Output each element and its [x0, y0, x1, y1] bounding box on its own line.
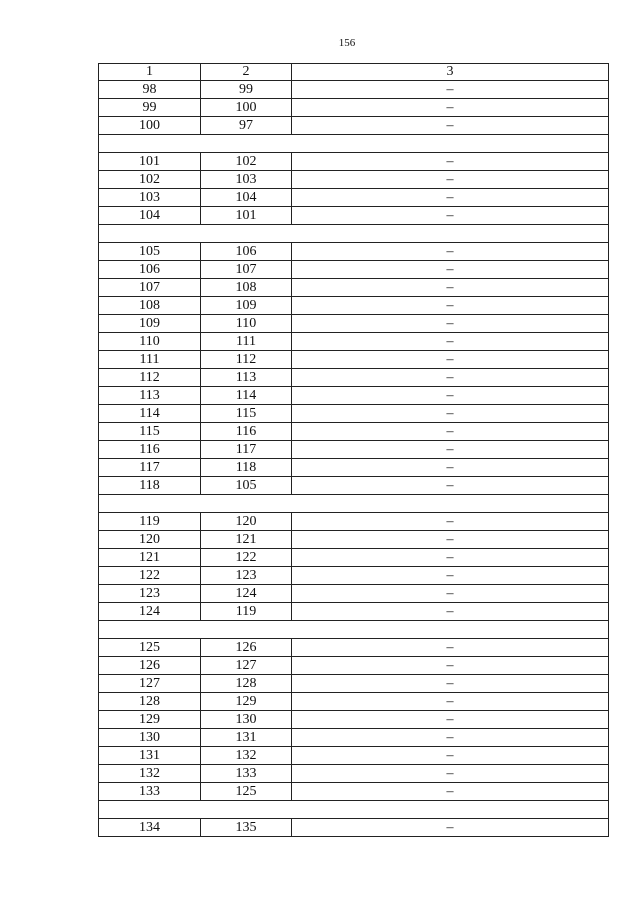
table-cell-col-2: 102: [201, 153, 292, 171]
table-cell-col-1: 130: [99, 729, 201, 747]
group-separator-row: [99, 135, 609, 153]
table-row: [99, 279, 609, 297]
table-cell-col-3: –: [292, 333, 609, 351]
group-separator-row: [99, 495, 609, 513]
table-row: [99, 459, 609, 477]
group-separator-cell: [99, 801, 609, 819]
table-cell-col-3: –: [292, 81, 609, 99]
table-cell-col-2: 106: [201, 243, 292, 261]
group-separator-row: [99, 225, 609, 243]
table-cell-col-3: –: [292, 189, 609, 207]
table-cell-col-1: 110: [99, 333, 201, 351]
table-cell-col-1: 104: [99, 207, 201, 225]
table-cell-col-3: –: [292, 369, 609, 387]
table-row: [99, 99, 609, 117]
table-cell-col-3: –: [292, 387, 609, 405]
table-cell-col-1: 131: [99, 747, 201, 765]
table-cell-col-1: 133: [99, 783, 201, 801]
table-cell-col-3: –: [292, 675, 609, 693]
table-row: [99, 387, 609, 405]
table-row: [99, 81, 609, 99]
table-cell-col-2: 126: [201, 639, 292, 657]
table-header-row: [99, 64, 609, 81]
table-cell-col-1: 120: [99, 531, 201, 549]
table-cell-col-2: 125: [201, 783, 292, 801]
group-separator-row: [99, 801, 609, 819]
table-cell-col-2: 99: [201, 81, 292, 99]
table-cell-col-1: 105: [99, 243, 201, 261]
table-cell-col-1: 102: [99, 171, 201, 189]
table-cell-col-3: –: [292, 351, 609, 369]
group-separator-cell: [99, 225, 609, 243]
table-cell-col-3: –: [292, 441, 609, 459]
table-cell-col-1: 101: [99, 153, 201, 171]
table-cell-col-2: 122: [201, 549, 292, 567]
table-row: [99, 369, 609, 387]
table-cell-col-1: 132: [99, 765, 201, 783]
table-cell-col-2: 108: [201, 279, 292, 297]
table-row: [99, 171, 609, 189]
table-body: [99, 64, 609, 837]
table-cell-col-3: –: [292, 567, 609, 585]
column-header-2: 2: [201, 64, 292, 81]
table-cell-col-1: 129: [99, 711, 201, 729]
table-cell-col-3: –: [292, 531, 609, 549]
table-cell-col-1: 128: [99, 693, 201, 711]
table-cell-col-2: 104: [201, 189, 292, 207]
table-cell-col-2: 119: [201, 603, 292, 621]
table-cell-col-3: –: [292, 99, 609, 117]
table-cell-col-1: 114: [99, 405, 201, 423]
group-separator-cell: [99, 495, 609, 513]
data-table: [98, 63, 609, 837]
table-cell-col-2: 111: [201, 333, 292, 351]
column-header-3: 3: [292, 64, 609, 81]
table-cell-col-3: –: [292, 261, 609, 279]
table-cell-col-2: 103: [201, 171, 292, 189]
table-cell-col-1: 99: [99, 99, 201, 117]
table-cell-col-2: 109: [201, 297, 292, 315]
table-cell-col-2: 121: [201, 531, 292, 549]
table-cell-col-1: 108: [99, 297, 201, 315]
table-row: [99, 711, 609, 729]
table-row: [99, 513, 609, 531]
table-cell-col-3: –: [292, 549, 609, 567]
table-cell-col-1: 127: [99, 675, 201, 693]
table-cell-col-1: 126: [99, 657, 201, 675]
table-cell-col-3: –: [292, 639, 609, 657]
table-cell-col-2: 117: [201, 441, 292, 459]
table-row: [99, 441, 609, 459]
table-cell-col-1: 98: [99, 81, 201, 99]
table-cell-col-1: 117: [99, 459, 201, 477]
table-cell-col-2: 101: [201, 207, 292, 225]
table-cell-col-2: 133: [201, 765, 292, 783]
table-cell-col-2: 115: [201, 405, 292, 423]
table-row: [99, 261, 609, 279]
table-row: [99, 603, 609, 621]
table-cell-col-3: –: [292, 243, 609, 261]
table-row: [99, 729, 609, 747]
table-cell-col-1: 103: [99, 189, 201, 207]
table-cell-col-2: 127: [201, 657, 292, 675]
table-row: [99, 675, 609, 693]
table-cell-col-2: 97: [201, 117, 292, 135]
table-row: [99, 477, 609, 495]
table-row: [99, 765, 609, 783]
table-cell-col-1: 107: [99, 279, 201, 297]
table-cell-col-3: –: [292, 279, 609, 297]
table-row: [99, 405, 609, 423]
table-cell-col-3: –: [292, 513, 609, 531]
group-separator-cell: [99, 135, 609, 153]
table-row: [99, 657, 609, 675]
table-cell-col-3: –: [292, 693, 609, 711]
table-cell-col-1: 119: [99, 513, 201, 531]
table-cell-col-2: 112: [201, 351, 292, 369]
table-row: [99, 189, 609, 207]
table-cell-col-3: –: [292, 117, 609, 135]
table-cell-col-2: 100: [201, 99, 292, 117]
table-row: [99, 351, 609, 369]
table-cell-col-2: 116: [201, 423, 292, 441]
table-row: [99, 693, 609, 711]
table-cell-col-3: –: [292, 765, 609, 783]
group-separator-row: [99, 621, 609, 639]
table-cell-col-3: –: [292, 711, 609, 729]
table-cell-col-2: 132: [201, 747, 292, 765]
table-row: [99, 567, 609, 585]
table-cell-col-1: 113: [99, 387, 201, 405]
table-cell-col-1: 112: [99, 369, 201, 387]
table-row: [99, 549, 609, 567]
table-cell-col-3: –: [292, 477, 609, 495]
table-cell-col-2: 130: [201, 711, 292, 729]
table-row: [99, 315, 609, 333]
table-cell-col-3: –: [292, 459, 609, 477]
table-cell-col-2: 107: [201, 261, 292, 279]
table-cell-col-3: –: [292, 729, 609, 747]
table-row: [99, 585, 609, 603]
table-row: [99, 783, 609, 801]
table-cell-col-2: 124: [201, 585, 292, 603]
table-cell-col-2: 120: [201, 513, 292, 531]
table-row: [99, 531, 609, 549]
table-cell-col-1: 115: [99, 423, 201, 441]
table-cell-col-1: 109: [99, 315, 201, 333]
table-cell-col-3: –: [292, 603, 609, 621]
table-cell-col-1: 123: [99, 585, 201, 603]
table-cell-col-3: –: [292, 153, 609, 171]
table-row: [99, 297, 609, 315]
table-cell-col-2: 118: [201, 459, 292, 477]
table-row: [99, 819, 609, 837]
table-cell-col-2: 105: [201, 477, 292, 495]
table-cell-col-1: 124: [99, 603, 201, 621]
table-cell-col-3: –: [292, 657, 609, 675]
table-cell-col-3: –: [292, 819, 609, 837]
table-cell-col-2: 123: [201, 567, 292, 585]
table-cell-col-2: 131: [201, 729, 292, 747]
table-cell-col-3: –: [292, 405, 609, 423]
table-cell-col-1: 111: [99, 351, 201, 369]
table-cell-col-2: 129: [201, 693, 292, 711]
table-row: [99, 117, 609, 135]
table-row: [99, 423, 609, 441]
table-cell-col-3: –: [292, 315, 609, 333]
table-cell-col-1: 134: [99, 819, 201, 837]
table-row: [99, 207, 609, 225]
table-row: [99, 153, 609, 171]
column-header-1: 1: [99, 64, 201, 81]
table-row: [99, 639, 609, 657]
table-cell-col-2: 113: [201, 369, 292, 387]
table-cell-col-1: 106: [99, 261, 201, 279]
table-cell-col-3: –: [292, 585, 609, 603]
table-cell-col-2: 135: [201, 819, 292, 837]
table-cell-col-2: 110: [201, 315, 292, 333]
table-row: [99, 243, 609, 261]
table-cell-col-3: –: [292, 747, 609, 765]
page-number: 156: [338, 37, 356, 49]
table-cell-col-1: 100: [99, 117, 201, 135]
table-cell-col-1: 118: [99, 477, 201, 495]
table-cell-col-3: –: [292, 297, 609, 315]
table-cell-col-3: –: [292, 783, 609, 801]
table-row: [99, 333, 609, 351]
table-cell-col-3: –: [292, 207, 609, 225]
table-cell-col-3: –: [292, 171, 609, 189]
table-cell-col-1: 121: [99, 549, 201, 567]
table-row: [99, 747, 609, 765]
table-cell-col-1: 125: [99, 639, 201, 657]
table-cell-col-2: 128: [201, 675, 292, 693]
group-separator-cell: [99, 621, 609, 639]
table-cell-col-1: 122: [99, 567, 201, 585]
table-cell-col-2: 114: [201, 387, 292, 405]
table-cell-col-3: –: [292, 423, 609, 441]
table-cell-col-1: 116: [99, 441, 201, 459]
